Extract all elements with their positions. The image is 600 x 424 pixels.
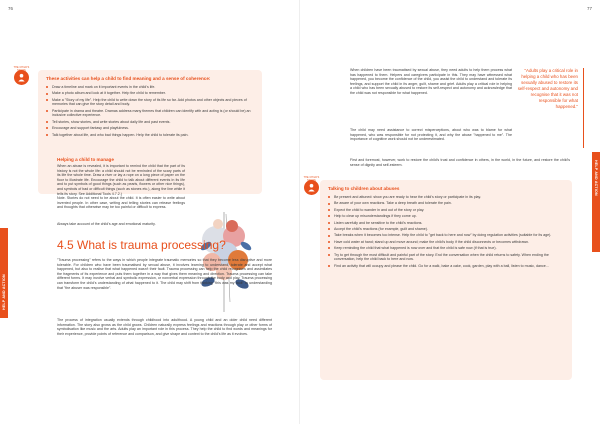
pull-quote: "Adults play a critical role in helping a child who has been sexually abused to restore its self-respect and autonomy and recognise that it was not responsible for what happened." (517, 68, 578, 109)
list-item: Find an activity that will occupy and please the child. Go for a walk, bake a cake, cook, garden, play with a ball, listen to music, dance... (328, 264, 564, 269)
paragraph: The child may need assistance to correct misperceptions, about who was to blame for what happened, who was responsible for not protecting it, and why the abuse "happened to me". The importance of cognitive work should not be underestimated. (350, 128, 512, 142)
talking-list (328, 195, 564, 268)
list-item: Accept the child's reactions (for example, guilt and shame). (328, 227, 564, 232)
list-item: Listen carefully and be sensitive to the child's reactions. (328, 221, 564, 226)
paragraph: Always take account of the child's age and emotional maturity. (57, 222, 156, 226)
paragraph: First and foremost, however, work to restore the child's trust and confidence in others, in the world, in the future, and restore the child's sense of dignity and self-esteem. (350, 158, 570, 167)
list-item: Encourage and support fantasy and playfulness. (46, 126, 254, 131)
paragraph: When children have been traumatised by sexual abuse, they need adults to help them process what has happened to them. Helpers and caregivers participate in this. They may have witnessed what happened, you become the confidence of the child, you assist the child to understand and tolerate its feelings, and support the child in its anger, guilt, shame and grief. Adults play a critical role in helping a child who has been sexually abused to restore its self-respect and autonomy and acknowledge that the child was not responsible for what happened. (350, 68, 512, 95)
list-item: Talk together about life, and who bad things happen. Help the child to tolerate its pain. (46, 133, 254, 138)
box-title: These activities can help a child to find meaning and a sense of coherence: (46, 76, 211, 81)
list-item: Keep reminding the child that what happened is now over and that the child is safe now (if that is true). (328, 246, 564, 251)
list-item: Be aware of your own reactions. Take a deep breath and tolerate the pain. (328, 201, 564, 206)
side-tab-label: HELP AND ACTION (2, 274, 6, 310)
talking-box (320, 180, 572, 380)
badge-label: THE CHILD'S NEEDS (13, 66, 30, 72)
page-number: 77 (586, 6, 592, 11)
page-number: 76 (8, 6, 14, 11)
quote-divider (583, 68, 584, 148)
right-page (300, 0, 600, 424)
activities-list (46, 85, 254, 137)
list-item: Have cold water at hand; stand up and move around; make the child's body if the child disconnects or becomes withdrawn. (328, 240, 564, 245)
list-item: Help to clear up misunderstandings if they come up. (328, 214, 564, 219)
child-needs-icon (304, 180, 319, 195)
list-item: Take breaks when it becomes too intense. Help the child to "get back to here and now" by doing regulation activities (suitable for its age). (328, 233, 564, 238)
side-tab (592, 152, 600, 252)
badge-label: THE CHILD'S NEEDS (303, 176, 320, 182)
side-tab (0, 228, 8, 318)
list-item: Participate in drama and theatre. Dramas address many themes that children can identify with and acting is (or should be) an inclusive collective experience. (46, 109, 254, 118)
list-item: Draw a timeline and mark on it important events in the child's life. (46, 85, 254, 90)
list-item: Expect the child to wander in and out of the story or play. (328, 208, 564, 213)
child-needs-icon (14, 70, 29, 85)
list-item: Tell stories, show stories, and write stories about daily life and past events. (46, 120, 254, 125)
section-heading: 4.5 What is trauma processing? (57, 238, 226, 252)
paragraph: Note. Stories do not need to be about the child. It is often easier to write about invented people. In other case, writing and telling stories can release feelings and thoughts that otherwise may be too painful or difficult to express. (57, 196, 185, 210)
paragraph: When an abuse is revealed, it is important to remind the child that the part of its history is not the whole life: a child should not be reminded of the scary parts of its life the whole time. Draw a river or lay a rope on a long piece of paper on the floor to illustrate life. Encourage the child to talk about different events in its life and to put symbols of good things (such as pearls, flowers or other nice things), and symbols of bad or difficult things (such as stones etc.), along the line while it tells its story. See Additional Tools 4.7.2.) (57, 164, 185, 196)
box-title: Talking to children about abuses (328, 186, 400, 191)
paragraph: "Trauma processing" refers to the ways in which people integrate traumatic memories so that they become less disruptive and more tolerable. For children who have been traumatised by sexual abuse, it involves learning to understand, tolerate and accept what happened, but also to realise that what happened wasn't their fault. Trauma processing can help the child recognises and assimilates the fragments of its experience and puts them together in a way that gives them meaning and direction. Trauma processing can take different forms. It may involve verbal and symbolic expression, or nonverbal expression through the body and play. Trauma processing can transform the child's understanding of what happened to it. The child may shift from thinking "this was my fault" to understanding that "the abuser was responsible". (57, 258, 272, 290)
paragraph: The process of integration usually extends through childhood into adulthood. A young child and an older child need different information. The story also grows as the child grows. Children naturally express feelings and reactions through play or other forms of symbolisation like music and the arts. Adults play an important role in this process. They help the child to find words and meanings for their experience, provide points of reference and comparison, and give shape and context to the child's life as it evolves. (57, 318, 272, 336)
list-item: Make a "Story of my life". Help the child to write down the story of its life so far. Add photos and other objects and pieces of memories that can give the story detail and body. (46, 98, 254, 107)
list-item: Make a photo album and look at it together. Help the child to remember. (46, 91, 254, 96)
side-tab-label: HELP AND ACTION (594, 160, 598, 196)
list-item: Try to get through the most difficult and painful part of the story. End the conversation when the child returns to safety. When ending the conversation, help the child back to here and now. (328, 253, 564, 262)
list-item: Be present and attuned: show you are ready to hear the child's story or participate in its play. (328, 195, 564, 200)
section-subheading: Helping a child to manage (57, 157, 114, 162)
